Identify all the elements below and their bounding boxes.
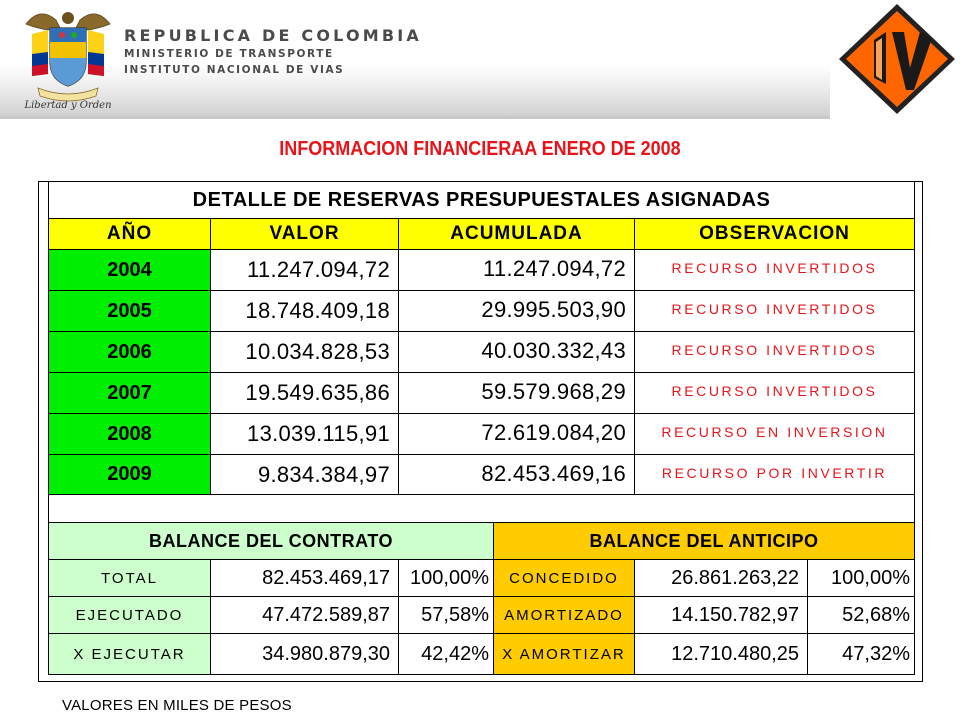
row-valor: 19.549.635,86 [210,372,399,414]
col-header-year: AÑO [48,218,211,250]
row-acumulada: 40.030.332,43 [398,331,635,373]
row-acumulada: 59.579.968,29 [398,372,635,414]
row-observacion: RECURSO INVERTIDOS [634,290,915,332]
col-header-acumulada: ACUMULADA [398,218,635,250]
reservas-heading: DETALLE DE RESERVAS PRESUPUESTALES ASIGNADAS [48,181,915,219]
col-header-observacion: OBSERVACION [634,218,915,250]
row-observacion: RECURSO INVERTIDOS [634,372,915,414]
row-year: 2008 [48,413,211,455]
invias-diamond-icon [836,2,958,116]
row-acumulada: 82.453.469,16 [398,454,635,495]
row-acumulada: 29.995.503,90 [398,290,635,332]
balance-contrato-pct: 57,58% [398,596,494,634]
row-observacion: RECURSO EN INVERSION [634,413,915,455]
row-acumulada: 72.619.084,20 [398,413,635,455]
row-valor: 11.247.094,72 [210,249,399,291]
balance-anticipo-label: CONCEDIDO [493,559,635,597]
balance-anticipo-heading: BALANCE DEL ANTICIPO [493,522,915,560]
balance-anticipo-value: 12.710.480,25 [634,633,808,675]
balance-anticipo-pct: 100,00% [807,559,915,597]
row-observacion: RECURSO INVERTIDOS [634,331,915,373]
row-valor: 10.034.828,53 [210,331,399,373]
balance-contrato-label: TOTAL [48,559,211,597]
balance-contrato-value: 34.980.879,30 [210,633,399,675]
balance-anticipo-pct: 47,32% [807,633,915,675]
svg-text:Libertad y Orden: Libertad y Orden [24,100,112,111]
ministry-name: MINISTERIO DE TRANSPORTE [124,48,334,60]
balance-contrato-pct: 100,00% [398,559,494,597]
balance-anticipo-value: 26.861.263,22 [634,559,808,597]
row-year: 2005 [48,290,211,332]
balance-contrato-label: X EJECUTAR [48,633,211,675]
row-valor: 9.834.384,97 [210,454,399,495]
balance-anticipo-label: X AMORTIZAR [493,633,635,675]
government-lines [124,26,422,78]
balance-contrato-value: 47.472.589,87 [210,596,399,634]
header-divider [0,116,830,119]
invias-logo [832,0,960,118]
balance-contrato-pct: 42,42% [398,633,494,675]
row-acumulada: 11.247.094,72 [398,249,635,291]
col-header-valor: VALOR [210,218,399,250]
balance-contrato-value: 82.453.469,17 [210,559,399,597]
spacer-row [48,494,915,523]
row-valor: 13.039.115,91 [210,413,399,455]
page-title: INFORMACION FINANCIERAA ENERO DE 2008 [279,138,681,160]
balance-anticipo-pct: 52,68% [807,596,915,634]
units-footnote: VALORES EN MILES DE PESOS [62,697,292,714]
row-observacion: RECURSO POR INVERTIR [634,454,915,495]
row-year: 2006 [48,331,211,373]
balance-anticipo-value: 14.150.782,97 [634,596,808,634]
row-year: 2009 [48,454,211,495]
row-year: 2004 [48,249,211,291]
institute-name: INSTITUTO NACIONAL DE VIAS [124,64,345,76]
row-year: 2007 [48,372,211,414]
page-header [0,0,830,118]
balance-contrato-label: EJECUTADO [48,596,211,634]
balance-anticipo-label: AMORTIZADO [493,596,635,634]
row-valor: 18.748.409,18 [210,290,399,332]
coat-of-arms-seal [18,4,118,112]
row-observacion: RECURSO INVERTIDOS [634,249,915,291]
country-name: REPUBLICA DE COLOMBIA [124,26,423,45]
balance-contrato-heading: BALANCE DEL CONTRATO [48,522,494,560]
